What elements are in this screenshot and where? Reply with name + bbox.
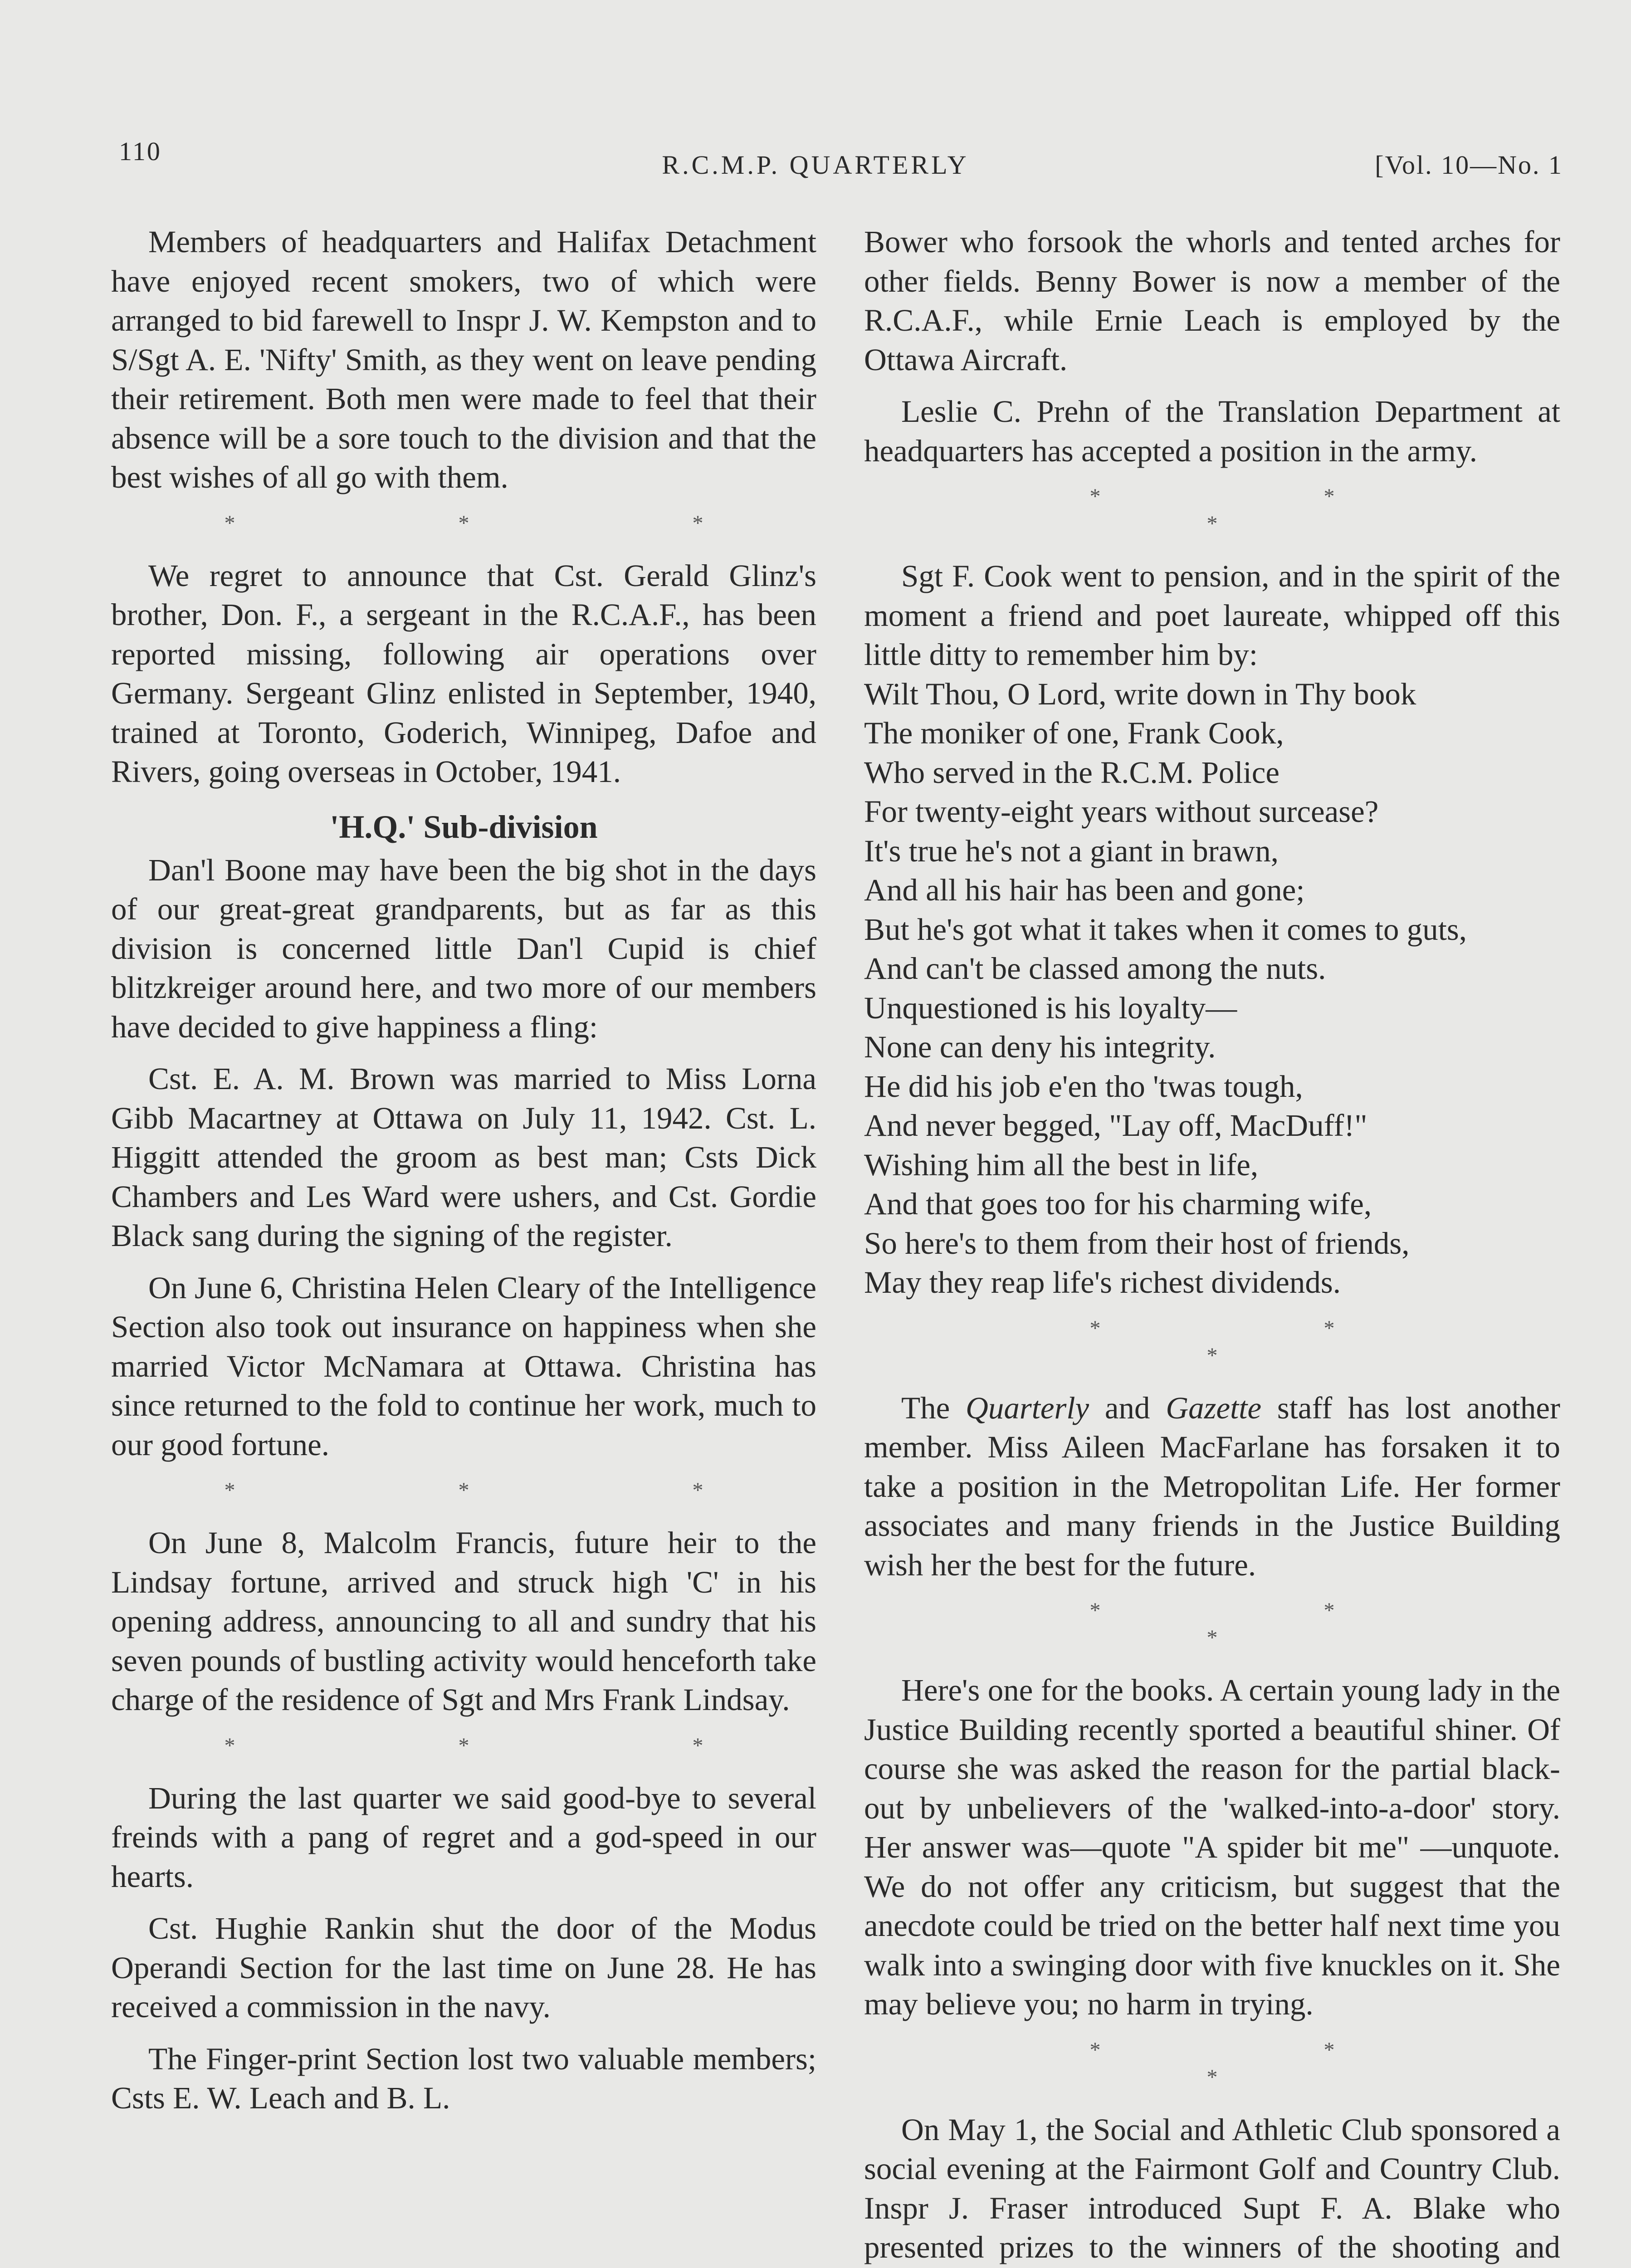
poem-frank-cook (864, 675, 1560, 1302)
text-fragment: staff has lost another member. Miss Aileen MacFarlane has forsaken it to take a position in the Metropolitan Life. Her former associates and many friends in the Justice Building wish her the best for the future. (864, 1390, 1561, 1582)
page-number: 110 (119, 137, 161, 166)
text-fragment: and (1104, 1390, 1150, 1425)
section-separator: * * * (224, 1478, 812, 1502)
poem-line: And all his hair has been and gone; (864, 873, 1305, 907)
paragraph-rankin: Cst. Hughie Rankin shut the door of the Modus Operandi Section for the last time on June 28. He has received a commission in the navy. (111, 1911, 816, 2024)
poem-line: The moniker of one, Frank Cook, (864, 716, 1284, 750)
poem-line: He did his job e'en tho 'twas tough, (864, 1069, 1303, 1104)
section-separator: * * * (224, 511, 812, 535)
paragraph-shiner: Here's one for the books. A certain young lady in the Justice Building recently sported a beautiful shiner. Of course she was asked the reason for the partial black-out by unbelievers of the 'walked-into-a-door' story. Her answer was—quote "A spider bit me" —unquote. We do not offer any criticism, but suggest that the anecdote could be tried on the better half next time you walk into a swinging door with five knuckles on it. She may believe you; no harm in trying. (864, 1673, 1560, 2021)
poem-line: May they reap life's richest dividends. (864, 1265, 1341, 1300)
publication-title-gazette: Gazette (1166, 1390, 1262, 1425)
paragraph-cupid: Dan'l Boone may have been the big shot in the days of our great-great grandparents, but as far as this division is concerned little Dan'l Cupid is chief blitzkreiger around here, and two more of our members have decided to give happiness a fling: (111, 852, 816, 1044)
paragraph-brown-wedding: Cst. E. A. M. Brown was married to Miss Lorna Gibb Macartney at Ottawa on July 11, 1942. Cst. L. Higgitt attended the groom as best man; Csts Dick Chambers and Les Ward were ushers, and Cst. Gordie Black sang during the signing of the register. (111, 1061, 816, 1253)
paragraph-macfarlane (864, 1388, 1560, 1585)
poem-line: Unquestioned is his loyalty— (864, 990, 1237, 1025)
paragraph-glinz: We regret to announce that Cst. Gerald Glinz's brother, Don. F., a sergeant in the R.C.A.F., has been reported missing, following air operations over Germany. Sergeant Glinz enlisted in September, 1940, trained at Toronto, Goderich, Winnipeg, Dafoe and Rivers, going overseas in October, 1941. (111, 558, 816, 789)
left-column (111, 222, 816, 2131)
poem-line: None can deny his integrity. (864, 1030, 1216, 1064)
poem-line: For twenty-eight years without surcease? (864, 794, 1379, 829)
poem-line: So here's to them from their host of friends, (864, 1226, 1410, 1261)
poem-line: And never begged, "Lay off, MacDuff!" (864, 1108, 1367, 1143)
paragraph-bower: Bower who forsook the whorls and tented arches for other fields. Benny Bower is now a member of the R.C.A.F., while Ernie Leach is employed by the Ottawa Aircraft. (864, 225, 1560, 377)
subdivision-heading: 'H.Q.' Sub-division (330, 808, 598, 845)
poem-line: But he's got what it takes when it comes to guts, (864, 912, 1467, 947)
section-separator: * * * (224, 1733, 812, 1758)
paragraph-cleary-wedding: On June 6, Christina Helen Cleary of the Intelligence Section also took out insurance on happiness when she married Victor McNamara at Ottawa. Christina has since returned to the fold to continue her work, much to our good fortune. (111, 1270, 816, 1462)
section-separator: * * * (1089, 2038, 1444, 2089)
paragraph-social-club: On May 1, the Social and Athletic Club sponsored a social evening at the Fairmont Golf and Country Club. Inspr J. Fraser introduced Supt F. A. Blake who presented prizes to the winners of the shooting and (864, 2112, 1560, 2264)
paragraph-lindsay-birth: On June 8, Malcolm Francis, future heir to the Lindsay fortune, arrived and struck high 'C' in his opening address, announcing to all and sundry that his seven pounds of bustling activity would henceforth take charge of the residence of Sgt and Mrs Frank Lindsay. (111, 1525, 816, 1717)
section-separator: * * * (1089, 1598, 1444, 1650)
publication-title-quarterly: Quarterly (966, 1390, 1089, 1425)
poem-line: And can't be classed among the nuts. (864, 951, 1326, 986)
page-header (0, 136, 1631, 181)
right-column (864, 222, 1560, 2268)
paragraph-goodbye: During the last quarter we said good-bye to several freinds with a pang of regret and a god-speed in our hearts. (111, 1780, 816, 1894)
paragraph-prehn: Leslie C. Prehn of the Translation Department at headquarters has accepted a position in the army. (864, 394, 1560, 468)
poem-line: It's true he's not a giant in brawn, (864, 833, 1279, 868)
poem-line: And that goes too for his charming wife, (864, 1187, 1372, 1221)
section-separator: * * * (1089, 1316, 1444, 1368)
section-separator: * * * (1089, 484, 1444, 536)
poem-line: Wilt Thou, O Lord, write down in Thy book (864, 676, 1416, 711)
poem-line: Wishing him all the best in life, (864, 1147, 1259, 1182)
paragraph-smokers: Members of headquarters and Halifax Detachment have enjoyed recent smokers, two of which were arranged to bid farewell to Inspr J. W. Kempston and to S/Sgt A. E. 'Nifty' Smith, as they went on leave pending their retirement. Both men were made to feel that their absence will be a sore touch to the division and that the best wishes of all go with them. (111, 225, 816, 494)
paragraph-fingerprint: The Finger-print Section lost two valuable members; Csts E. W. Leach and B. L. (111, 2041, 816, 2115)
text-fragment: The (901, 1390, 950, 1425)
issue-label: [Vol. 10—No. 1 (1375, 150, 1563, 180)
paragraph-cook: Sgt F. Cook went to pension, and in the spirit of the moment a friend and poet laureate, whipped off this little ditty to remember him by: (864, 559, 1560, 672)
poem-line: Who served in the R.C.M. Police (864, 755, 1280, 790)
running-title: R.C.M.P. QUARTERLY (662, 150, 969, 180)
